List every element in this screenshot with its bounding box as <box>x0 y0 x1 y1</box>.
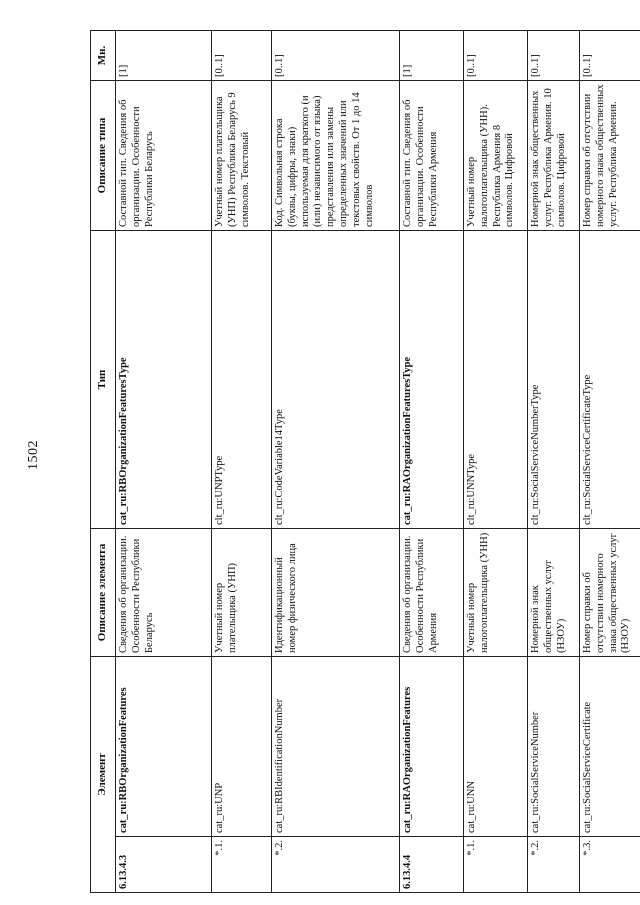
element-description: Номерной знак общественных услуг (НЗОУ) <box>528 529 580 657</box>
table-row <box>272 31 400 893</box>
element-name: cat_ru:RAOrganizationFeatures <box>400 657 464 837</box>
table-header <box>91 31 116 893</box>
element-name: cat_ru:UNN <box>464 657 528 837</box>
multiplicity: [0..1] <box>580 31 640 81</box>
multiplicity: [1] <box>116 31 212 81</box>
type-description: Составной тип. Сведения об организации. Особенности Республики Беларусь <box>116 81 212 231</box>
table-row <box>528 31 580 893</box>
row-number: *.1. <box>464 837 528 893</box>
table-row <box>212 31 272 893</box>
header-type: Тип <box>91 231 116 529</box>
type-name: clt_ru:UNNType <box>464 231 528 529</box>
row-number: 6.13.4.4 <box>400 837 464 893</box>
type-name: cat_ru:RAOrganizationFeaturesType <box>400 231 464 529</box>
type-description: Учетный номер налогоплательщика (УНН). Республика Армения 8 символов. Цифровой <box>464 81 528 231</box>
type-description: Составной тип. Сведения об организации. Особенности Республики Армения <box>400 81 464 231</box>
type-name: clt_ru:UNPType <box>212 231 272 529</box>
element-description: Учетный номер налогоплательщика (УНН) <box>464 529 528 657</box>
element-description: Учетный номер плательщика (УНП) <box>212 529 272 657</box>
multiplicity: [0..1] <box>528 31 580 81</box>
header-element-desc: Описание элемента <box>91 529 116 657</box>
element-description: Идентификационный номер физического лица <box>272 529 400 657</box>
row-number: *.2. <box>272 837 400 893</box>
type-name: clt_ru:SocialServiceNumberType <box>528 231 580 529</box>
row-number: *.3. <box>580 837 640 893</box>
type-description: Номерной знак общественных услуг. Республика Армения. 10 символов. Цифровой <box>528 81 580 231</box>
row-number: *.2. <box>528 837 580 893</box>
table-row <box>580 31 640 893</box>
table-row <box>464 31 528 893</box>
row-number: *.1. <box>212 837 272 893</box>
multiplicity: [0..1] <box>272 31 400 81</box>
element-name: cat_ru:SocialServiceNumber <box>528 657 580 837</box>
header-mult: Мн. <box>91 31 116 81</box>
table-row <box>400 31 464 893</box>
type-name: clt_ru:SocialServiceCertificateType <box>580 231 640 529</box>
element-description: Сведения об организации. Особенности Республики Армения <box>400 529 464 657</box>
header-element: Элемент <box>91 657 116 893</box>
spec-table <box>90 30 640 893</box>
type-name: clt_ru:CodeVariable14Type <box>272 231 400 529</box>
row-number: 6.13.4.3 <box>116 837 212 893</box>
element-name: cat_ru:RBIdentificationNumber <box>272 657 400 837</box>
type-description: Номер справки об отсутствии номерного знака общественных услуг. Республика Армения. <box>580 81 640 231</box>
multiplicity: [1] <box>400 31 464 81</box>
multiplicity: [0..1] <box>212 31 272 81</box>
page-number: 1502 <box>26 440 41 470</box>
element-name: cat_ru:UNP <box>212 657 272 837</box>
type-name: cat_ru:RBOrganizationFeaturesType <box>116 231 212 529</box>
element-name: cat_ru:SocialServiceCertificate <box>580 657 640 837</box>
header-type-desc: Описание типа <box>91 81 116 231</box>
type-description: Код. Символьная строка (буквы, цифры, знаки) используемая для краткого (и (или) независимого от языка) представления или замены определенных значений или текстовых свойств. От 1 до 14 символов <box>272 81 400 231</box>
table-row <box>116 31 212 893</box>
element-description: Сведения об организации. Особенности Республики Беларусь <box>116 529 212 657</box>
type-description: Учетный номер плательщика (УНП) Республика Беларусь 9 символов. Текстовый <box>212 81 272 231</box>
multiplicity: [0..1] <box>464 31 528 81</box>
element-name: cat_ru:RBOrganizationFeatures <box>116 657 212 837</box>
element-description: Номер справки об отсутствии номерного знака общественных услуг (НЗОУ) <box>580 529 640 657</box>
